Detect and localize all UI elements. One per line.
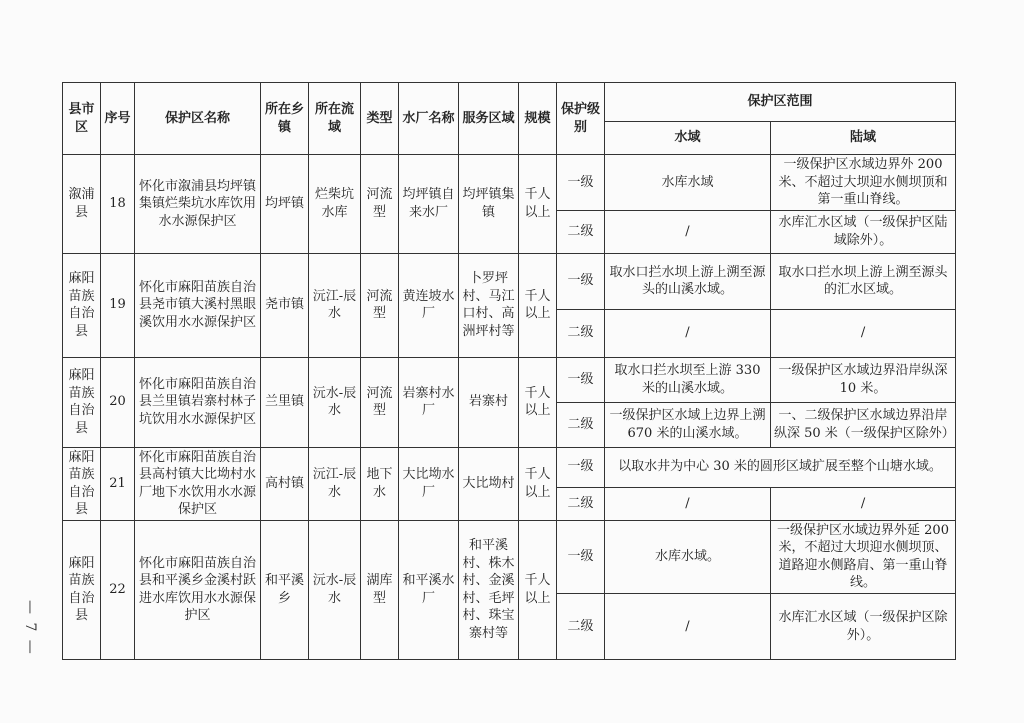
cell-level: 一级 [557, 357, 605, 402]
cell-land: 一级保护区水域边界外 200 米、不超过大坝迎水侧坝顶和第一重山脊线。 [771, 155, 956, 211]
cell-name: 怀化市溆浦县均坪镇集镇烂柴坑水库饮用水水源保护区 [135, 155, 261, 254]
cell-level: 一级 [557, 253, 605, 309]
cell-basin: 沅水-辰水 [309, 357, 361, 447]
cell-plant: 和平溪水厂 [399, 520, 459, 659]
cell-level: 一级 [557, 155, 605, 211]
cell-land: 一级保护区水域边界沿岸纵深 10 米。 [771, 357, 956, 402]
cell-range-merged: 以取水井为中心 30 米的圆形区域扩展至整个山塘水域。 [605, 447, 956, 487]
header-scale: 规模 [519, 83, 557, 155]
header-land: 陆域 [771, 122, 956, 155]
cell-water: / [605, 210, 771, 253]
cell-land: 一级保护区水域边界外延 200 米，不超过大坝迎水侧坝顶、道路迎水侧路肩、第一重山脊线。 [771, 520, 956, 593]
cell-water: / [605, 487, 771, 520]
cell-service: 和平溪村、株木村、金溪村、毛坪村、珠宝寨村等 [459, 520, 519, 659]
cell-scale: 千人以上 [519, 520, 557, 659]
cell-type: 湖库型 [361, 520, 399, 659]
table-row [63, 155, 956, 211]
cell-water: 一级保护区水域上边界上溯 670 米的山溪水域。 [605, 402, 771, 447]
cell-county: 麻阳苗族自治县 [63, 520, 101, 659]
cell-water: 水库水域。 [605, 520, 771, 593]
cell-land: / [771, 487, 956, 520]
cell-seq: 21 [101, 447, 135, 520]
cell-basin: 烂柴坑水库 [309, 155, 361, 254]
cell-level: 二级 [557, 594, 605, 660]
header-name: 保护区名称 [135, 83, 261, 155]
cell-land: 水库汇水区域（一级保护区陆域除外）。 [771, 210, 956, 253]
cell-scale: 千人以上 [519, 447, 557, 520]
cell-water: 取水口拦水坝上游上溯至源头的山溪水域。 [605, 253, 771, 309]
cell-seq: 19 [101, 253, 135, 357]
cell-type: 河流型 [361, 357, 399, 447]
cell-seq: 18 [101, 155, 135, 254]
cell-town: 和平溪乡 [261, 520, 309, 659]
cell-name: 怀化市麻阳苗族自治县尧市镇大溪村黑眼溪饮用水水源保护区 [135, 253, 261, 357]
cell-land: 水库汇水区域（一级保护区除外）。 [771, 594, 956, 660]
cell-type: 河流型 [361, 253, 399, 357]
header-basin: 所在流域 [309, 83, 361, 155]
cell-scale: 千人以上 [519, 253, 557, 357]
cell-service: 大比坳村 [459, 447, 519, 520]
cell-county: 麻阳苗族自治县 [63, 357, 101, 447]
cell-county: 麻阳苗族自治县 [63, 447, 101, 520]
cell-plant: 均坪镇自来水厂 [399, 155, 459, 254]
cell-name: 怀化市麻阳苗族自治县和平溪乡金溪村跃进水库饮用水水源保护区 [135, 520, 261, 659]
header-county: 县市区 [63, 83, 101, 155]
cell-scale: 千人以上 [519, 357, 557, 447]
cell-land: 一、二级保护区水域边界沿岸纵深 50 米（一级保护区除外） [771, 402, 956, 447]
page-number: — 7 — [22, 600, 38, 656]
header-type: 类型 [361, 83, 399, 155]
cell-service: 均坪镇集镇 [459, 155, 519, 254]
protection-zone-table [62, 82, 956, 660]
header-town: 所在乡镇 [261, 83, 309, 155]
cell-level: 二级 [557, 402, 605, 447]
table-row [63, 357, 956, 402]
cell-seq: 22 [101, 520, 135, 659]
header-water: 水域 [605, 122, 771, 155]
cell-town: 兰里镇 [261, 357, 309, 447]
cell-plant: 岩寨村水厂 [399, 357, 459, 447]
cell-basin: 沅江-辰水 [309, 447, 361, 520]
table-row [63, 447, 956, 487]
header-level: 保护级别 [557, 83, 605, 155]
cell-level: 一级 [557, 447, 605, 487]
cell-service: 岩寨村 [459, 357, 519, 447]
cell-plant: 黄连坡水厂 [399, 253, 459, 357]
cell-town: 均坪镇 [261, 155, 309, 254]
header-row [63, 83, 956, 122]
cell-plant: 大比坳水厂 [399, 447, 459, 520]
header-range: 保护区范围 [605, 83, 956, 122]
cell-town: 尧市镇 [261, 253, 309, 357]
cell-town: 高村镇 [261, 447, 309, 520]
cell-level: 一级 [557, 520, 605, 593]
cell-level: 二级 [557, 210, 605, 253]
cell-type: 地下水 [361, 447, 399, 520]
cell-county: 溆浦县 [63, 155, 101, 254]
cell-land: / [771, 309, 956, 357]
header-seq: 序号 [101, 83, 135, 155]
cell-basin: 沅江-辰水 [309, 253, 361, 357]
cell-land: 取水口拦水坝上游上溯至源头的汇水区域。 [771, 253, 956, 309]
cell-level: 二级 [557, 487, 605, 520]
table-row [63, 520, 956, 593]
cell-water: 水库水域 [605, 155, 771, 211]
header-service: 服务区域 [459, 83, 519, 155]
cell-name: 怀化市麻阳苗族自治县兰里镇岩寨村林子坑饮用水水源保护区 [135, 357, 261, 447]
cell-basin: 沅水-辰水 [309, 520, 361, 659]
cell-water: / [605, 309, 771, 357]
cell-county: 麻阳苗族自治县 [63, 253, 101, 357]
cell-service: 卜罗坪村、马江口村、高洲坪村等 [459, 253, 519, 357]
cell-water: 取水口拦水坝至上游 330 米的山溪水域。 [605, 357, 771, 402]
cell-scale: 千人以上 [519, 155, 557, 254]
cell-water: / [605, 594, 771, 660]
cell-level: 二级 [557, 309, 605, 357]
table-row [63, 253, 956, 309]
cell-seq: 20 [101, 357, 135, 447]
cell-type: 河流型 [361, 155, 399, 254]
header-plant: 水厂名称 [399, 83, 459, 155]
cell-name: 怀化市麻阳苗族自治县高村镇大比坳村水厂地下水饮用水水源保护区 [135, 447, 261, 520]
